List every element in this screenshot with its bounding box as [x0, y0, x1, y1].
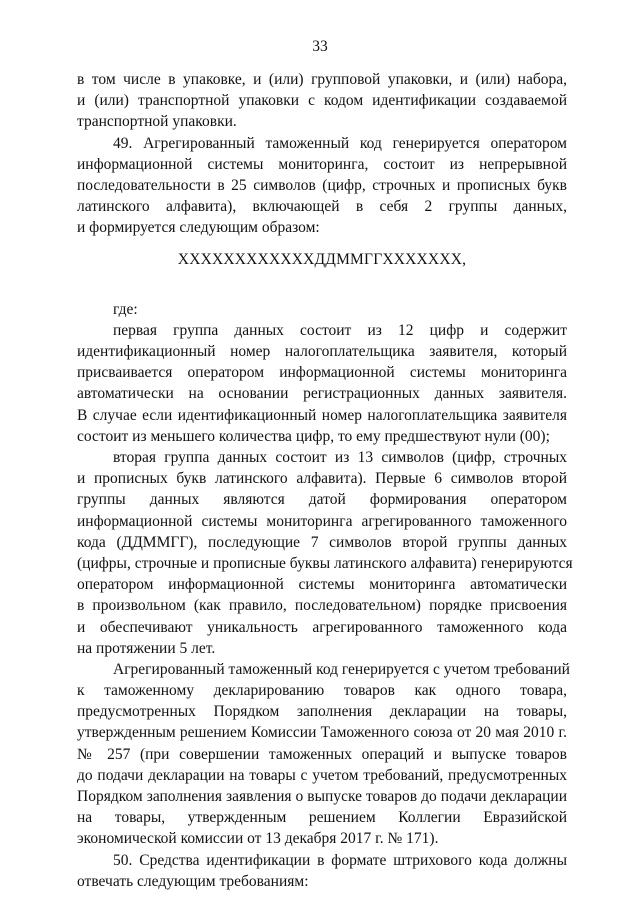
code-format: ХХХХХХХХХХХХДДММГГХХХХХХХ,: [177, 250, 467, 268]
text-line: к таможенному декларированию товаров как одного товара,: [77, 682, 567, 700]
text-line: и (или) транспортной упаковки с кодом идентификации создаваемой: [77, 92, 567, 110]
text-line: автоматически на основании регистрационных данных заявителя.: [77, 385, 567, 403]
text-line: и формируется следующим образом:: [77, 219, 320, 237]
text-line: на протяжении 5 лет.: [77, 639, 216, 657]
text-line: информационной системы мониторинга агрегированного таможенного: [77, 512, 567, 530]
text-line: Порядком заполнения заявления о выпуске товаров до подачи декларации: [77, 788, 567, 805]
paragraph-49-start: 49. Агрегированный таможенный код генерируется оператором: [113, 134, 567, 152]
text-line: группы данных являются датой формирования оператором: [77, 491, 567, 509]
page-number: 33: [312, 38, 328, 55]
text-line: отвечать следующим требованиям:: [77, 872, 309, 890]
text-line: (цифры, строчные и прописные буквы латинского алфавита) генерируются: [77, 554, 573, 572]
text-line: информационной системы мониторинга, состоит из непрерывной: [77, 155, 567, 173]
text-line: и обеспечивают уникальность агрегированного таможенного кода: [77, 618, 567, 636]
customs-requirements-paragraph: Агрегированный таможенный код генерируется с учетом требований: [113, 660, 570, 678]
first-group-description: первая группа данных состоит из 12 цифр и содержит: [113, 321, 567, 339]
text-line: предусмотренных Порядком заполнения декларации на товары,: [77, 703, 567, 721]
text-line: последовательности в 25 символов (цифр, строчных и прописных букв: [77, 176, 567, 194]
text-line: латинского алфавита), включающей в себя 2 группы данных,: [77, 198, 567, 216]
text-line: на товары, утвержденным решением Коллегии Евразийской: [77, 809, 567, 827]
text-line: В случае если идентификационный номер налогоплательщика заявителя: [77, 406, 567, 424]
text-line: присваивается оператором информационной системы мониторинга: [77, 364, 567, 382]
text-line: идентификационный номер налогоплательщика заявителя, который: [77, 343, 567, 361]
text-line: кода (ДДММГГ), последующие 7 символов второй группы данных: [77, 533, 567, 551]
text-line: № 257 (при совершении таможенных операций и выпуске товаров: [77, 745, 567, 763]
text-line: и прописных букв латинского алфавита). Первые 6 символов второй: [77, 470, 567, 488]
paragraph-50-start: 50. Средства идентификации в формате штрихового кода должны: [113, 851, 567, 869]
text-line: в произвольном (как правило, последовательном) порядке присвоения: [77, 597, 567, 615]
text-line: транспортной упаковки.: [77, 113, 237, 131]
document-body: [77, 69, 573, 892]
second-group-description: вторая группа данных состоит из 13 символов (цифр, строчных: [113, 449, 567, 466]
where-label: где:: [113, 300, 138, 318]
text-line: утвержденным решением Комиссии Таможенного союза от 20 мая 2010 г.: [77, 724, 567, 742]
text-line: оператором информационной системы мониторинга автоматически: [77, 576, 567, 594]
text-line: экономической комиссии от 13 декабря 2017 г. № 171).: [77, 830, 439, 848]
text-line: до подачи декларации на товары с учетом требований, предусмотренных: [77, 766, 567, 784]
text-line: в том числе в упаковке, и (или) групповой упаковки, и (или) набора,: [77, 71, 567, 88]
text-line: состоит из меньшего количества цифр, то ему предшествуют нули (00);: [77, 427, 550, 445]
